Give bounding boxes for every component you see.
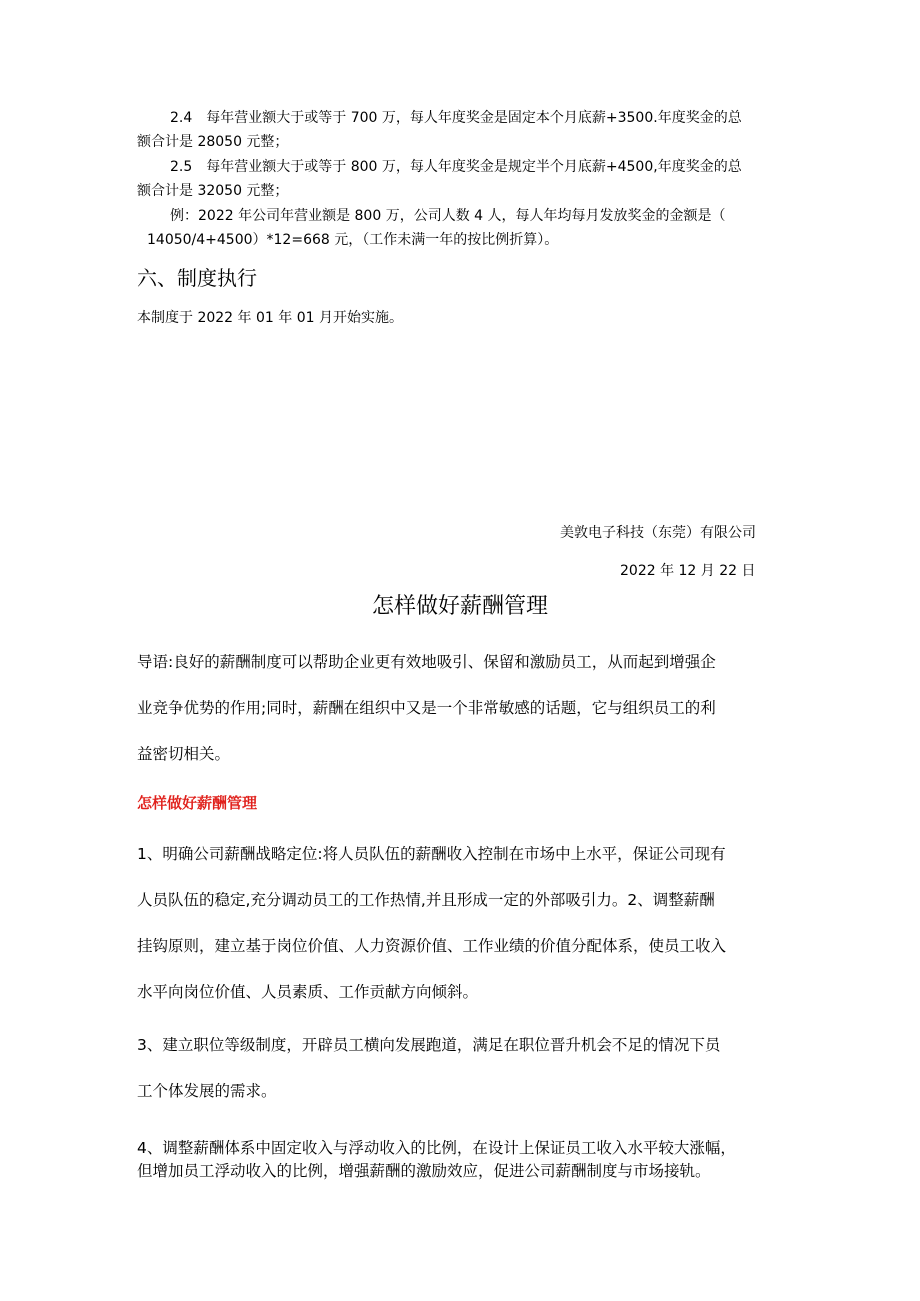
- item-2-5-line-2: 额合计是 32050 元整；: [137, 183, 289, 199]
- signature-date: 2022 年 12 月 22 日: [620, 563, 756, 579]
- paragraph-1-line-2: 人员队伍的稳定,充分调动员工的工作热情,并且形成一定的外部吸引力。2、调整薪酬: [137, 891, 715, 909]
- section-six-text: 本制度于 2022 年 01 年 01 月开始实施。: [137, 310, 403, 326]
- example-line-2: 14050/4+4500）*12=668 元，（工作未满一年的按比例折算）。: [147, 232, 559, 248]
- article-title: 怎样做好薪酬管理: [371, 594, 548, 619]
- article-subheading: 怎样做好薪酬管理: [137, 794, 258, 812]
- paragraph-1-line-3: 挂钩原则，建立基于岗位价值、人力资源价值、工作业绩的价值分配体系，使员工收入: [137, 937, 727, 955]
- paragraph-4-line-1: 4、调整薪酬体系中固定收入与浮动收入的比例，在设计上保证员工收入水平较大涨幅，: [137, 1139, 736, 1157]
- intro-line-1: 导语:良好的薪酬制度可以帮助企业更有效地吸引、保留和激励员工，从而起到增强企: [137, 653, 716, 671]
- example-line-1: 例：2022 年公司年营业额是 800 万，公司人数 4 人，每人年均每月发放奖金的金额是（: [170, 208, 726, 224]
- intro-line-2: 业竞争优势的作用;同时，薪酬在组织中又是一个非常敏感的话题，它与组织员工的利: [137, 699, 716, 717]
- paragraph-1-line-1: 1、明确公司薪酬战略定位:将人员队伍的薪酬收入控制在市场中上水平，保证公司现有: [137, 845, 726, 863]
- paragraph-3-line-2: 工个体发展的需求。: [137, 1082, 277, 1100]
- item-2-4-line-1: 2.4 每年营业额大于或等于 700 万，每人年度奖金是固定本个月底薪+3500.年度奖金的总: [170, 110, 742, 126]
- paragraph-3-line-1: 3、建立职位等级制度，开辟员工横向发展跑道，满足在职位晋升机会不足的情况下员: [137, 1036, 721, 1054]
- section-six-heading: 六、制度执行: [137, 266, 257, 290]
- item-2-5-line-1: 2.5 每年营业额大于或等于 800 万，每人年度奖金是规定半个月底薪+4500,年度奖金的总: [170, 159, 742, 175]
- company-signature: 美敦电子科技（东莞）有限公司: [560, 525, 756, 541]
- item-2-4-line-2: 额合计是 28050 元整；: [137, 134, 289, 150]
- paragraph-1-line-4: 水平向岗位价值、人员素质、工作贡献方向倾斜。: [137, 983, 479, 1001]
- paragraph-4-line-2: 但增加员工浮动收入的比例，增强薪酬的激励效应，促进公司薪酬制度与市场接轨。: [137, 1162, 711, 1180]
- intro-line-3: 益密切相关。: [137, 745, 231, 763]
